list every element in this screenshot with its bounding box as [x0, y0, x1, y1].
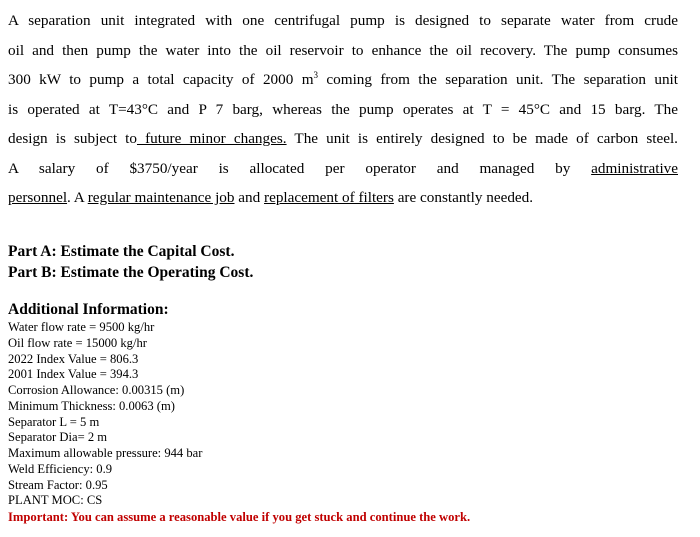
important-note: Important: You can assume a reasonable value if you get stuck and continue the work.	[8, 510, 471, 524]
line7-mid-b: and	[234, 189, 265, 206]
problem-line-4: is operated at T=43°C and P 7 barg, whereas the pump operates at T = 45°C and 15 barg. The	[8, 100, 678, 118]
info-item: Oil flow rate = 15000 kg/hr	[8, 335, 147, 350]
info-item: PLANT MOC: CS	[8, 493, 103, 508]
personnel-underlined: personnel	[8, 189, 68, 206]
problem-line-5	[8, 124, 678, 154]
problem-line-3	[8, 65, 678, 95]
info-item: 2022 Index Value = 806.3	[8, 351, 139, 366]
info-item: Stream Factor: 0.95	[8, 477, 108, 492]
line7-end: are constantly needed.	[393, 189, 534, 206]
info-item: Corrosion Allowance: 0.00315 (m)	[8, 383, 185, 397]
info-item: Water flow rate = 9500 kg/hr	[8, 320, 155, 334]
additional-info-title: Additional Information:	[8, 301, 169, 318]
maintenance-underlined: regular maintenance job	[87, 189, 235, 206]
part-a-heading: Part A: Estimate the Capital Cost.	[8, 243, 235, 260]
info-item: Maximum allowable pressure: 944 bar	[8, 446, 203, 460]
additional-info-list	[8, 320, 470, 509]
pump-capacity-text: 300 kW to pump a total capacity of 2000 m	[8, 71, 314, 88]
carbon-steel-text: The unit is entirely designed to be made of carbon steel.	[294, 130, 678, 147]
problem-line-2: oil and then pump the water into the oil reservoir to enhance the oil recovery. The pump consumes	[8, 41, 678, 59]
info-item: Separator Dia= 2 m	[8, 430, 108, 445]
line7-mid-a: . A	[67, 189, 88, 206]
filters-underlined: replacement of filters	[264, 189, 394, 206]
parts-section	[8, 241, 253, 283]
problem-line-1: A separation unit integrated with one centrifugal pump is designed to separate water from crude	[8, 12, 678, 29]
info-item: Separator L = 5 m	[8, 414, 100, 429]
info-item: Minimum Thickness: 0.0063 (m)	[8, 398, 175, 413]
cubic-superscript: 3	[313, 69, 319, 80]
part-b-heading: Part B: Estimate the Operating Cost.	[8, 264, 254, 281]
info-item: 2001 Index Value = 394.3	[8, 367, 139, 382]
problem-line-6	[8, 154, 678, 184]
problem-statement	[8, 6, 678, 213]
problem-line-3-rest: coming from the separation unit. The separation unit	[326, 71, 678, 88]
design-subject-text: design is subject to	[8, 130, 137, 147]
additional-information	[8, 300, 470, 525]
info-item: Weld Efficiency: 0.9	[8, 461, 113, 476]
problem-line-7	[8, 183, 678, 213]
administrative-underlined: administrative	[591, 159, 678, 177]
future-changes-underlined: future minor changes.	[136, 130, 287, 147]
salary-text: A salary of $3750/year is allocated per operator and managed by	[8, 159, 592, 177]
